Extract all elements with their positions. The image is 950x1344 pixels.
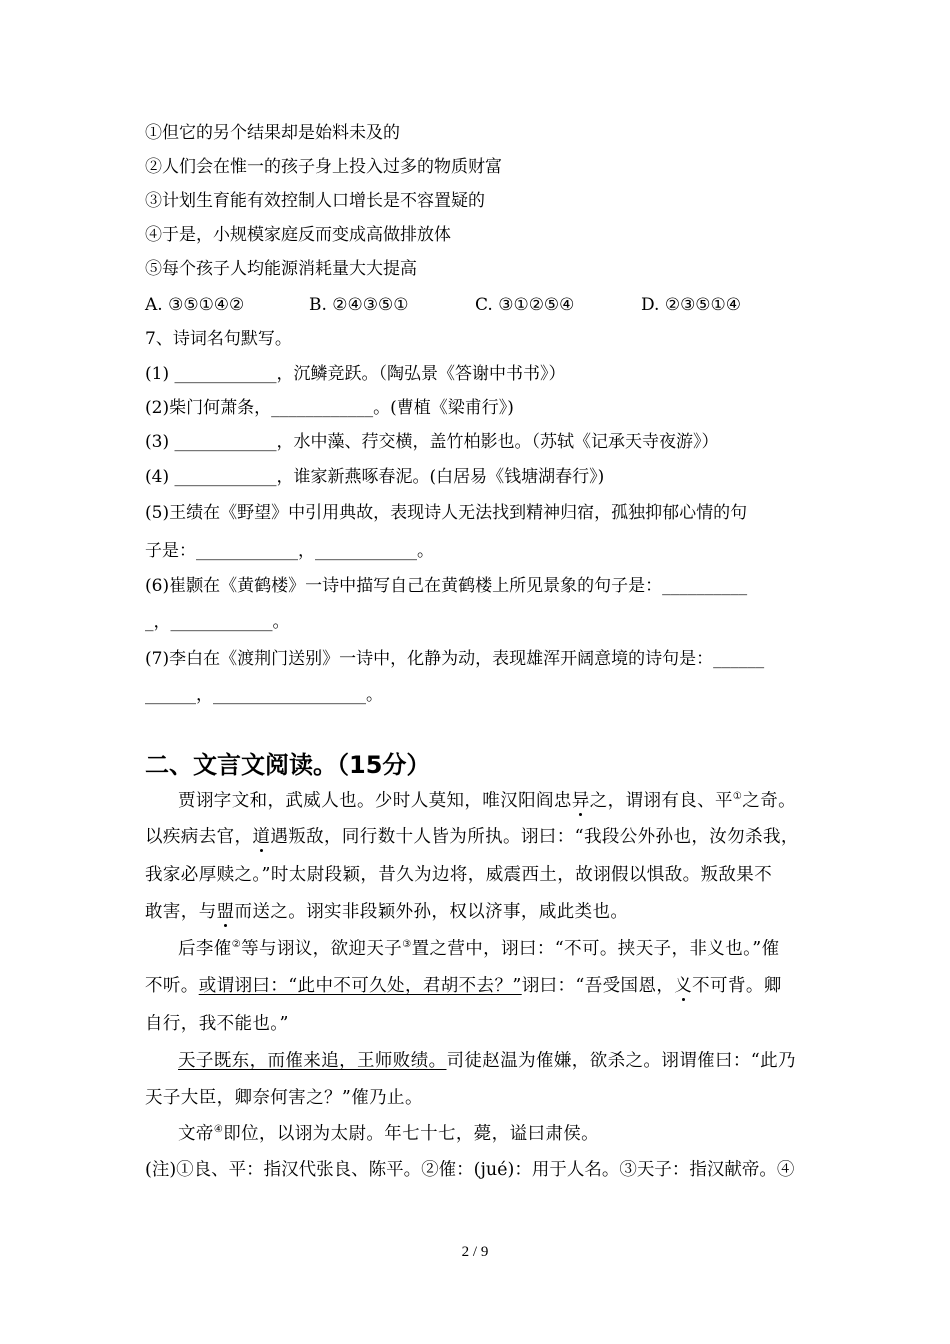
passage-p3-line2: 天子大臣，卿奈何害之？”傕乃止。 (145, 1088, 423, 1108)
passage-p2-line1 (178, 938, 780, 960)
dotted-char: 异 (571, 791, 590, 811)
passage-p4 (178, 1123, 599, 1145)
passage-p1-line4 (145, 901, 628, 923)
passage-p1-line2 (145, 826, 799, 848)
answer-choices (145, 294, 741, 316)
underlined-sentence: 或谓诩曰：“此中不可久处，君胡不去？” (198, 976, 522, 996)
page-number: 2 / 9 (461, 1244, 489, 1260)
text-run: 之奇。 (742, 791, 796, 811)
dotted-char: 道 (252, 827, 271, 847)
choice-d: D. ②③⑤①④ (641, 295, 742, 315)
dotted-char: 义 (674, 976, 693, 996)
text-run: 置之营中，诩曰：“不可。挟天子，非义也。”傕 (411, 939, 780, 959)
q7-item-1: (1) ____________，沉鳞竞跃。（陶弘景《答谢中书书》） (145, 364, 566, 384)
passage-p2-line3: 自行，我不能也。” (145, 1014, 289, 1034)
dotted-char: 盟 (216, 902, 235, 922)
option-4: ④于是，小规模家庭反而变成高做排放体 (145, 225, 451, 245)
text-run: 以疾病去官， (145, 827, 253, 847)
underlined-sentence: 天子既东，而傕来追，王师败绩。 (178, 1051, 447, 1071)
footnote-ref: ③ (402, 939, 412, 951)
option-2: ②人们会在惟一的孩子身上投入过多的物质财富 (145, 157, 502, 177)
q7-item-3: (3) ____________，水中藻、荇交横，盖竹柏影也。（苏轼《记承天寺夜游》） (145, 432, 719, 452)
text-run: 等与诩议，欲迎天子 (241, 939, 403, 959)
text-run: 诩曰：“吾受国恩， (521, 976, 675, 996)
q7-item-5-line1: (5)王绩在《野望》中引用典故，表现诗人无法找到精神归宿，孤独抑郁心情的句 (145, 503, 748, 523)
text-run: 文帝 (178, 1124, 214, 1144)
text-run: 司徒赵温为傕嫌，欲杀之。诩谓傕曰：“此乃 (446, 1051, 796, 1071)
passage-p2-line2 (145, 975, 782, 997)
text-run: 不听。 (145, 976, 199, 996)
text-run: 贾诩字文和，武威人也。少时人莫知，唯汉阳阎忠 (178, 791, 572, 811)
q7-item-5-line2: 子是：____________，____________。 (145, 541, 434, 561)
text-run: 敢害，与 (145, 902, 217, 922)
choice-b: B. ②④③⑤① (309, 295, 409, 315)
text-run: 不可背。卿 (692, 976, 782, 996)
footnote-ref: ② (231, 939, 242, 951)
footnote-ref: ① (732, 791, 743, 803)
text-run: 之，谓诩有良、平 (589, 791, 733, 811)
choice-c: C. ③①②⑤④ (475, 295, 575, 315)
q7-item-7-line2: ______，__________________。 (145, 685, 383, 705)
q7-item-6-line2: _，____________。 (145, 612, 290, 632)
q7-item-4: (4) ____________，谁家新燕啄春泥。(白居易《钱塘湖春行》) (145, 467, 605, 487)
q7-item-7-line1: (7)李白在《渡荆门送别》一诗中，化静为动，表现雄浑开阔意境的诗句是：______ (145, 649, 765, 669)
q7-item-6-line1: (6)崔颢在《黄鹤楼》一诗中描写自己在黄鹤楼上所见景象的句子是：__________ (145, 576, 748, 596)
option-1: ①但它的另个结果却是始料未及的 (145, 123, 400, 143)
text-run: 后李傕 (178, 939, 232, 959)
option-3: ③计划生育能有效控制人口增长是不容置疑的 (145, 191, 485, 211)
q7-title: 7、诗词名句默写。 (145, 329, 292, 349)
option-5: ⑤每个孩子人均能源消耗量大大提高 (145, 259, 417, 279)
text-run: 而送之。诩实非段颖外孙，权以济事，咸此类也。 (234, 902, 629, 922)
passage-p1-line3: 我家必厚赎之。”时太尉段颖，昔久为边将，威震西土，故诩假以惧敌。叛敌果不 (145, 865, 773, 885)
footnote-ref: ④ (213, 1124, 224, 1136)
text-run: 即位，以诩为太尉。年七十七，薨，谥曰肃侯。 (223, 1124, 600, 1144)
q7-item-2: (2)柴门何萧条，____________。(曹植《梁甫行》) (145, 398, 514, 418)
passage-note: (注)①良、平：指汉代张良、陈平。②傕：(jué)：用于人名。③天子：指汉献帝。④ (145, 1160, 795, 1180)
passage-p1-line1 (178, 790, 796, 812)
section-heading: 二、文言文阅读。（15分） (145, 751, 431, 779)
choice-a: A. ③⑤①④② (145, 295, 245, 315)
text-run: 遇叛敌，同行数十人皆为所执。诩曰：“我段公外孙也，汝勿杀我， (270, 827, 799, 847)
passage-p3-line1 (178, 1050, 796, 1072)
